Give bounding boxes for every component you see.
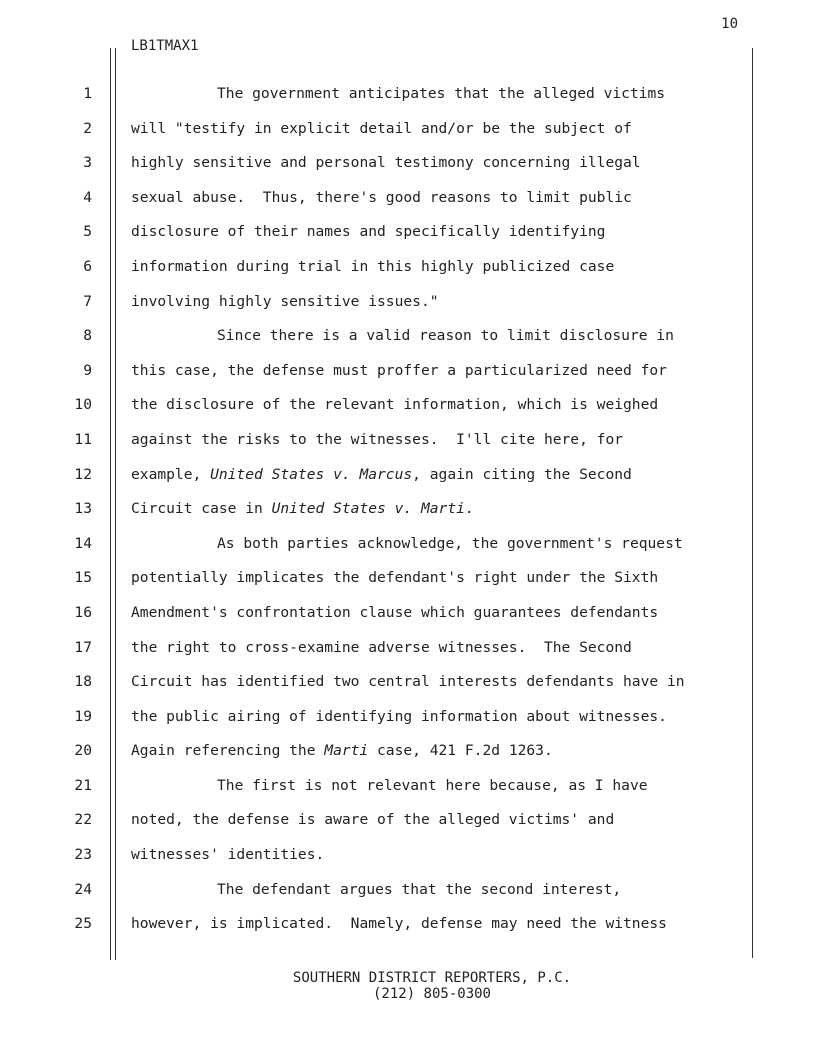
line-text	[131, 181, 632, 216]
line-number: 6	[83, 257, 92, 275]
line-number: 19	[74, 707, 92, 725]
line-number: 25	[74, 915, 92, 933]
line-text	[131, 700, 667, 735]
transcript-line	[0, 631, 816, 666]
line-text	[217, 77, 665, 112]
line-number: 7	[83, 292, 92, 310]
text-segment: example,	[131, 465, 211, 483]
line-number: 13	[74, 500, 92, 518]
transcript-line	[0, 319, 816, 354]
footer-phone: (212) 805-0300	[372, 986, 491, 1002]
transcript-lines	[0, 77, 816, 942]
line-number: 5	[83, 223, 92, 241]
transcript-line	[0, 561, 816, 596]
line-text	[131, 734, 553, 769]
line-number: 16	[74, 603, 92, 621]
transcript-line	[0, 77, 816, 112]
line-text	[131, 561, 658, 596]
transcript-line	[0, 492, 816, 527]
line-number: 20	[74, 742, 92, 760]
text-segment: Circuit has identified two central interests defendants have in	[131, 673, 685, 691]
text-segment: potentially implicates the defendant's right under the Sixth	[131, 569, 659, 587]
transcript-line	[0, 112, 816, 147]
transcript-line	[0, 354, 816, 389]
transcript-line	[0, 838, 816, 873]
line-number: 2	[83, 119, 92, 137]
transcript-line	[0, 388, 816, 423]
line-text	[131, 803, 614, 838]
text-segment: The defendant argues that the second interest,	[217, 880, 622, 898]
transcript-line	[0, 873, 816, 908]
text-segment: the public airing of identifying information about witnesses.	[131, 707, 667, 725]
line-number: 21	[74, 776, 92, 794]
case-citation: Marti	[324, 742, 369, 760]
text-segment: the disclosure of the relevant information, which is weighed	[131, 396, 659, 414]
text-segment: witnesses' identities.	[131, 846, 325, 864]
text-segment: highly sensitive and personal testimony concerning illegal	[131, 154, 641, 172]
line-number: 11	[74, 430, 92, 448]
text-segment: The first is not relevant here because, as I have	[217, 776, 648, 794]
line-number: 23	[74, 846, 92, 864]
line-number: 9	[83, 361, 92, 379]
text-segment: Circuit case in	[131, 500, 272, 518]
footer	[0, 970, 816, 1002]
transcript-line	[0, 734, 816, 769]
text-segment: involving highly sensitive issues."	[131, 292, 439, 310]
line-number: 17	[74, 638, 92, 656]
text-segment: The government anticipates that the alleged victims	[217, 85, 666, 102]
text-segment: , again citing the Second	[412, 465, 632, 483]
line-text	[131, 631, 632, 666]
text-segment: Since there is a valid reason to limit disclosure in	[217, 327, 674, 345]
line-text	[131, 112, 632, 147]
page-number: 10	[721, 16, 738, 32]
transcript-line	[0, 700, 816, 735]
line-number: 14	[74, 534, 92, 552]
line-text	[217, 873, 621, 908]
case-code: LB1TMAX1	[131, 38, 199, 54]
text-segment: however, is implicated. Namely, defense may need the witness	[131, 915, 667, 933]
line-number: 10	[74, 396, 92, 414]
line-text	[131, 354, 667, 389]
line-text	[131, 250, 614, 285]
transcript-line	[0, 803, 816, 838]
transcript-line	[0, 215, 816, 250]
line-text	[217, 319, 674, 354]
line-number: 12	[74, 465, 92, 483]
line-text	[131, 388, 658, 423]
line-number: 8	[83, 327, 92, 345]
text-segment: sexual abuse. Thus, there's good reasons to limit public	[131, 188, 632, 206]
text-segment: will "testify in explicit detail and/or be the subject of	[131, 119, 632, 137]
text-segment: Amendment's confrontation clause which guarantees defendants	[131, 603, 659, 621]
transcript-line	[0, 665, 816, 700]
transcript-line	[0, 769, 816, 804]
line-number: 1	[83, 85, 92, 102]
case-citation: United States v. Marti	[271, 500, 465, 518]
line-number: 18	[74, 673, 92, 691]
text-segment: the right to cross-examine adverse witnesses. The Second	[131, 638, 632, 656]
text-segment: against the risks to the witnesses. I'll cite here, for	[131, 430, 624, 448]
line-number: 15	[74, 569, 92, 587]
line-number: 22	[74, 811, 92, 829]
line-text	[131, 596, 658, 631]
transcript-line	[0, 250, 816, 285]
line-number: 4	[83, 188, 92, 206]
transcript-line	[0, 423, 816, 458]
transcript-line	[0, 181, 816, 216]
text-segment: this case, the defense must proffer a particularized need for	[131, 361, 667, 379]
line-text	[131, 907, 667, 942]
case-citation: United States v. Marcus	[210, 465, 413, 483]
line-text	[131, 285, 439, 320]
text-segment: information during trial in this highly publicized case	[131, 257, 615, 275]
text-segment: .	[464, 500, 474, 518]
line-text	[131, 423, 623, 458]
line-text	[131, 665, 685, 700]
text-segment: case, 421 F.2d 1263.	[368, 742, 553, 760]
transcript-line	[0, 285, 816, 320]
transcript-line	[0, 596, 816, 631]
transcript-line	[0, 458, 816, 493]
text-segment: noted, the defense is aware of the alleged victims' and	[131, 811, 615, 829]
line-text	[131, 458, 632, 493]
line-number: 3	[83, 154, 92, 172]
line-text	[131, 215, 605, 250]
line-number: 24	[74, 880, 92, 898]
line-text	[131, 838, 324, 873]
line-text	[131, 146, 641, 181]
text-segment: As both parties acknowledge, the government's request	[217, 534, 683, 552]
line-text	[217, 527, 683, 562]
line-text	[131, 492, 474, 527]
transcript-line	[0, 527, 816, 562]
line-text	[217, 769, 648, 804]
text-segment: disclosure of their names and specifically identifying	[131, 223, 606, 241]
text-segment: Again referencing the	[131, 742, 325, 760]
transcript-line	[0, 146, 816, 181]
footer-reporter: SOUTHERN DISTRICT REPORTERS, P.C.	[292, 970, 572, 986]
transcript-line	[0, 907, 816, 942]
